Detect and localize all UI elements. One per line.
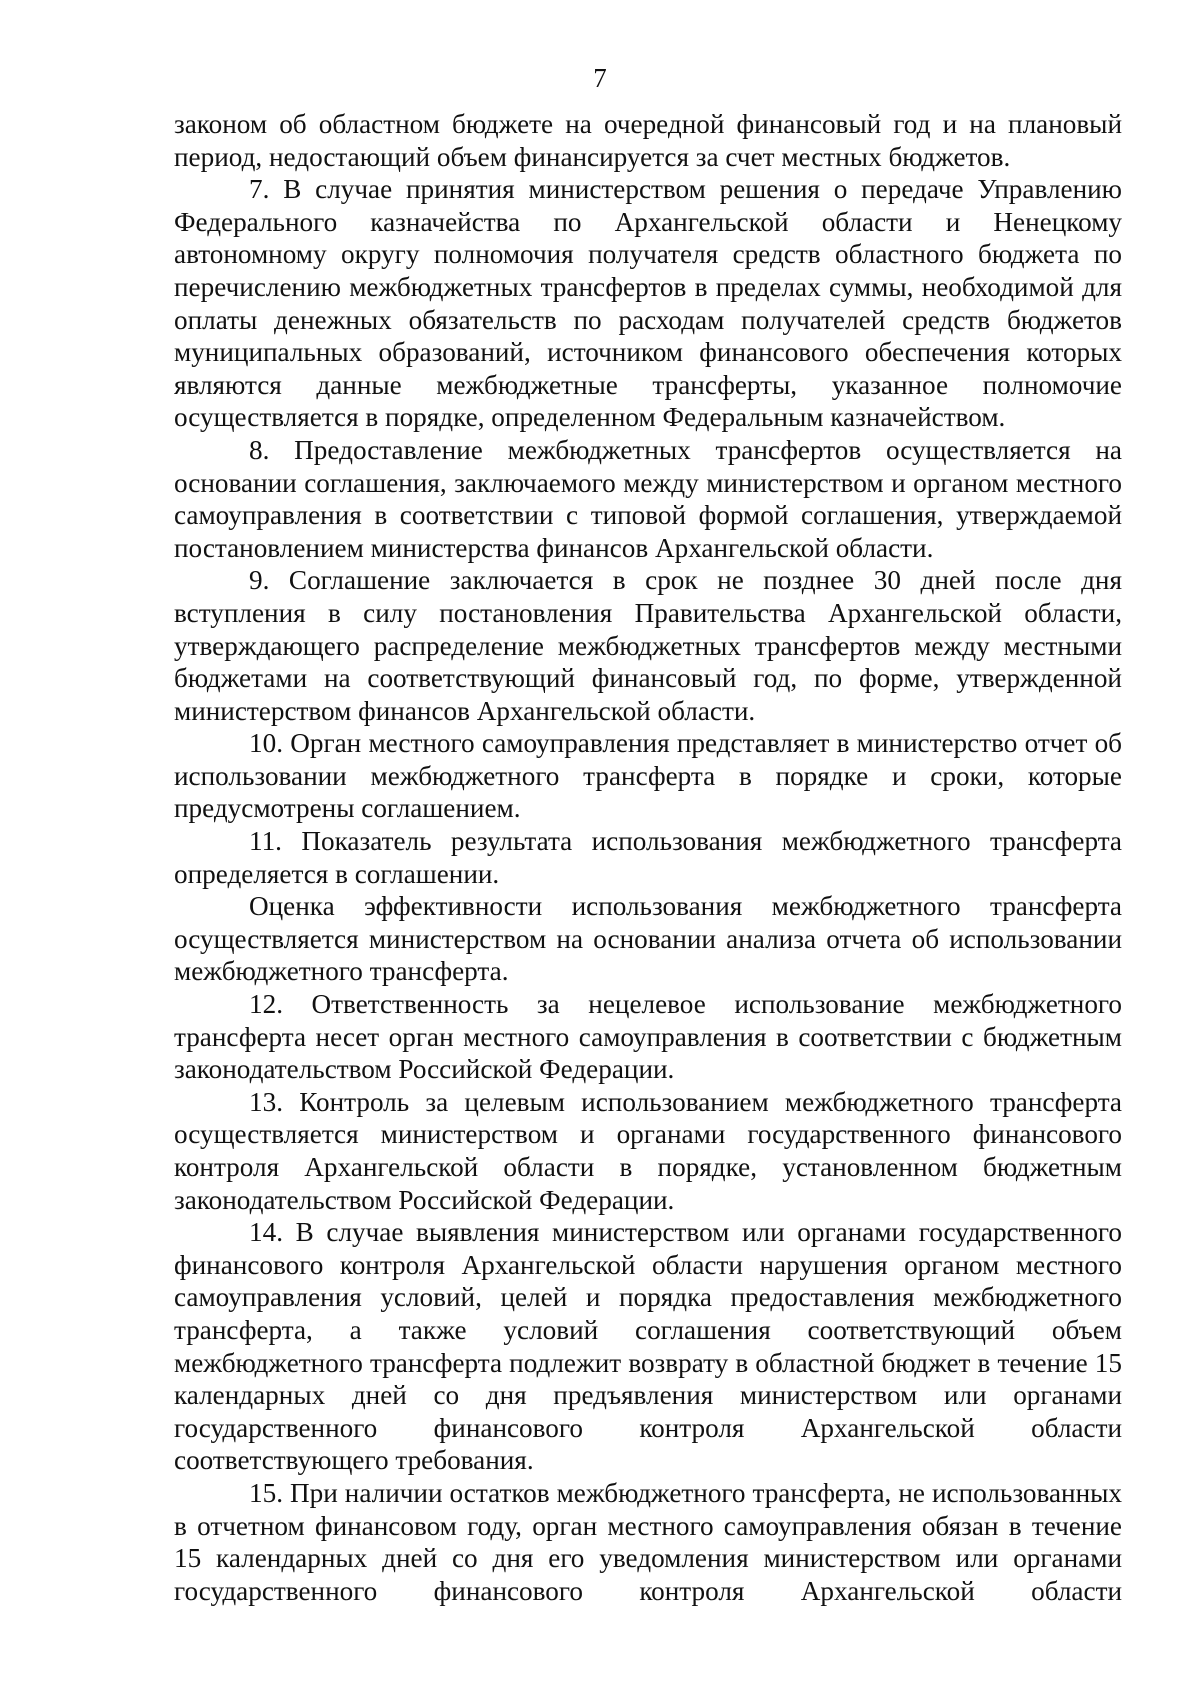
paragraph-item-10: 10. Орган местного самоуправления представляет в министерство отчет об использовании межбюджетного трансферта в порядке и сроки, которые предусмотрены соглашением. bbox=[174, 728, 1122, 824]
paragraph-continuation: законом об областном бюджете на очередной финансовый год и на плановый период, недостающий объем финансируется за счет местных бюджетов. bbox=[174, 109, 1122, 172]
paragraph-item-13: 13. Контроль за целевым использованием межбюджетного трансферта осуществляется министерством и органами государственного финансового контроля Архангельской области в порядке, установленном бюджетным законодательством Российской Федерации. bbox=[174, 1086, 1122, 1215]
paragraph-item-12: 12. Ответственность за нецелевое использование межбюджетного трансферта несет орган местного самоуправления в соответствии с бюджетным законодательством Российской Федерации. bbox=[174, 989, 1122, 1085]
document-body bbox=[174, 108, 1122, 1607]
paragraph-item-11: 11. Показатель результата использования межбюджетного трансферта определяется в соглашении. bbox=[174, 826, 1122, 889]
paragraph-item-15: 15. При наличии остатков межбюджетного трансферта, не использованных в отчетном финансовом году, орган местного самоуправления обязан в течение 15 календарных дней со дня его уведомления министерством или органами государственного финансового контроля Архангельской области bbox=[174, 1477, 1122, 1606]
paragraph-item-14: 14. В случае выявления министерством или органами государственного финансового контроля Архангельской области нарушения органом местного самоуправления условий, целей и порядка предоставления межбюджетного трансферта, а также условий соглашения соответствующий объем межбюджетного трансферта подлежит возврату в областной бюджет в течение 15 календарных дней со дня предъявления министерством или органами государственного финансового контроля Архангельской области соответствующего требования. bbox=[174, 1217, 1122, 1476]
paragraph-item-11-evaluation: Оценка эффективности использования межбюджетного трансферта осуществляется министерством на основании анализа отчета об использовании межбюджетного трансферта. bbox=[174, 891, 1122, 987]
page-number: 7 bbox=[593, 63, 607, 93]
paragraph-item-7: 7. В случае принятия министерством решения о передаче Управлению Федерального казначейства по Архангельской области и Ненецкому автономному округу полномочия получателя средств областного бюджета по перечислению межбюджетных трансфертов в пределах суммы, необходимой для оплаты денежных обязательств по расходам получателей средств бюджетов муниципальных образований, источником финансового обеспечения которых являются данные межбюджетные трансферты, указанное полномочие осуществляется в порядке, определенном Федеральным казначейством. bbox=[174, 174, 1122, 433]
paragraph-item-9: 9. Соглашение заключается в срок не позднее 30 дней после дня вступления в силу постановления Правительства Архангельской области, утверждающего распределение межбюджетных трансфертов между местными бюджетами на соответствующий финансовый год, по форме, утвержденной министерством финансов Архангельской области. bbox=[174, 565, 1122, 726]
paragraph-item-8: 8. Предоставление межбюджетных трансфертов осуществляется на основании соглашения, заключаемого между министерством и органом местного самоуправления в соответствии с типовой формой соглашения, утверждаемой постановлением министерства финансов Архангельской области. bbox=[174, 434, 1122, 563]
